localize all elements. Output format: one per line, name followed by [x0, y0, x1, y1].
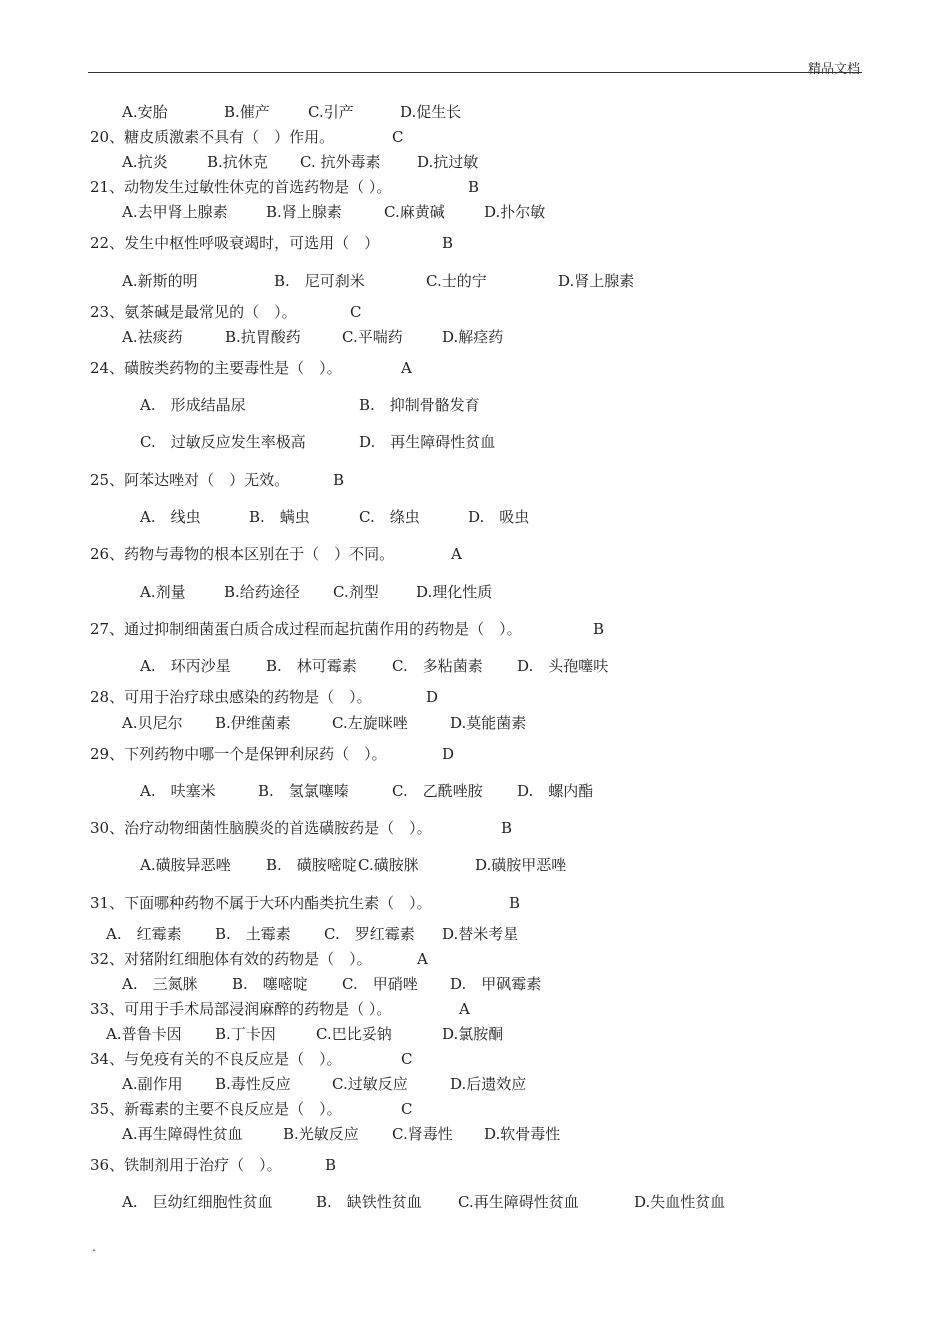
answer-key: A: [417, 950, 428, 968]
answer-option: C. 过敏反应发生率极高: [140, 433, 306, 451]
question-text: 34、与免疫有关的不良反应是（ ）。: [90, 1050, 342, 1068]
answer-option: B.肾上腺素: [266, 203, 342, 221]
answer-option: B.催产: [224, 103, 270, 121]
answer-option: D.理化性质: [416, 583, 493, 601]
answer-option: A.磺胺异恶唑: [140, 856, 231, 874]
answer-option: D.促生长: [400, 103, 462, 121]
answer-option: A.祛痰药: [122, 328, 183, 346]
answer-option: A.抗炎: [122, 153, 168, 171]
answer-option: B.毒性反应: [215, 1075, 291, 1093]
answer-option: D. 头孢噻呋: [517, 657, 609, 675]
answer-option: B. 螨虫: [249, 508, 310, 526]
answer-option: C.磺胺脒: [358, 856, 419, 874]
question-text: 27、通过抑制细菌蛋白质合成过程而起抗菌作用的药物是（ ）。: [90, 620, 522, 638]
answer-option: D.莫能菌素: [450, 714, 527, 732]
answer-key: B: [501, 819, 513, 837]
answer-option: C.麻黄碱: [384, 203, 445, 221]
answer-key: C: [401, 1050, 413, 1068]
question-text: 33、可用于手术局部浸润麻醉的药物是（ ）。: [90, 1000, 392, 1018]
answer-option: C. 甲硝唑: [342, 975, 418, 993]
answer-option: B.丁卡因: [215, 1025, 276, 1043]
question-text: 35、新霉素的主要不良反应是（ ）。: [90, 1100, 342, 1118]
answer-key: D: [442, 745, 455, 763]
question-text: 25、阿苯达唑对（ ）无效。: [90, 471, 290, 489]
answer-option: C. 乙酰唑胺: [392, 782, 483, 800]
question-text: 36、铁制剂用于治疗（ ）。: [90, 1156, 282, 1174]
answer-option: B.给药途径: [224, 583, 300, 601]
question-text: 21、动物发生过敏性休克的首选药物是（ ）。: [90, 178, 392, 196]
answer-key: B: [333, 471, 345, 489]
answer-key: B: [593, 620, 605, 638]
question-text: 28、可用于治疗球虫感染的药物是（ ）。: [90, 688, 372, 706]
answer-option: C. 绦虫: [359, 508, 420, 526]
answer-option: A. 红霉素: [106, 925, 182, 943]
answer-option: D.抗过敏: [417, 153, 479, 171]
answer-option: D. 甲砜霉素: [450, 975, 542, 993]
answer-option: B. 磺胺嘧啶: [266, 856, 357, 874]
answer-option: C. 罗红霉素: [324, 925, 415, 943]
header-rule: [88, 72, 862, 73]
answer-option: A.剂量: [140, 583, 186, 601]
answer-key: C: [350, 303, 362, 321]
answer-option: B. 噻嘧啶: [232, 975, 308, 993]
page-header-title: 精品文档: [807, 62, 860, 77]
answer-option: A.安胎: [122, 103, 168, 121]
answer-key: D: [426, 688, 439, 706]
answer-option: A.去甲肾上腺素: [122, 203, 228, 221]
answer-option: B.抗胃酸药: [225, 328, 301, 346]
answer-option: C.引产: [308, 103, 354, 121]
answer-option: C.再生障碍性贫血: [458, 1193, 579, 1211]
question-text: 29、下列药物中哪一个是保钾利尿药（ ）。: [90, 745, 387, 763]
answer-key: C: [392, 128, 404, 146]
answer-key: A: [401, 359, 412, 377]
question-text: 20、糖皮质激素不具有（ ）作用。: [90, 128, 335, 146]
question-text: 24、磺胺类药物的主要毒性是（ ）。: [90, 359, 342, 377]
answer-option: C.肾毒性: [392, 1125, 453, 1143]
answer-option: D.氯胺酮: [442, 1025, 504, 1043]
answer-option: D.失血性贫血: [634, 1193, 726, 1211]
answer-option: B.光敏反应: [283, 1125, 359, 1143]
answer-option: B. 氢氯噻嗪: [258, 782, 349, 800]
answer-option: D.后遗效应: [450, 1075, 527, 1093]
answer-option: C.过敏反应: [332, 1075, 408, 1093]
footer-dot: .: [92, 1240, 96, 1254]
answer-option: A. 呋塞米: [140, 782, 216, 800]
answer-key: B: [468, 178, 480, 196]
answer-option: C. 多粘菌素: [392, 657, 483, 675]
answer-option: A. 三氮脒: [122, 975, 198, 993]
answer-option: D. 再生障碍性贫血: [359, 433, 496, 451]
answer-option: B. 土霉素: [215, 925, 291, 943]
answer-option: C.剂型: [333, 583, 379, 601]
answer-key: C: [401, 1100, 413, 1118]
answer-option: D.软骨毒性: [484, 1125, 561, 1143]
answer-option: A.新斯的明: [122, 272, 198, 290]
answer-option: C.巴比妥钠: [316, 1025, 392, 1043]
answer-key: B: [509, 894, 521, 912]
answer-option: A.普鲁卡因: [106, 1025, 182, 1043]
answer-key: B: [325, 1156, 337, 1174]
answer-option: D. 螺内酯: [517, 782, 594, 800]
question-text: 30、治疗动物细菌性脑膜炎的首选磺胺药是（ ）。: [90, 819, 432, 837]
answer-option: D.替米考星: [442, 925, 519, 943]
question-text: 22、发生中枢性呼吸衰竭时，可选用（ ）: [90, 234, 380, 252]
question-text: 26、药物与毒物的根本区别在于（ ）不同。: [90, 545, 395, 563]
answer-option: B.伊维菌素: [215, 714, 291, 732]
answer-option: D.扑尔敏: [484, 203, 546, 221]
answer-option: B. 缺铁性贫血: [316, 1193, 422, 1211]
answer-option: B. 林可霉素: [266, 657, 357, 675]
answer-option: A. 线虫: [140, 508, 201, 526]
answer-option: B.抗休克: [207, 153, 268, 171]
answer-option: A.副作用: [122, 1075, 183, 1093]
answer-option: C.士的宁: [426, 272, 487, 290]
answer-option: D. 吸虫: [468, 508, 530, 526]
answer-option: B. 尼可刹米: [274, 272, 365, 290]
answer-option: C.平喘药: [342, 328, 403, 346]
answer-option: D.解痉药: [442, 328, 504, 346]
answer-option: C.左旋咪唑: [332, 714, 408, 732]
answer-key: B: [442, 234, 454, 252]
answer-option: A.再生障碍性贫血: [122, 1125, 243, 1143]
answer-option: D.磺胺甲恶唑: [475, 856, 567, 874]
answer-option: A.贝尼尔: [122, 714, 183, 732]
answer-option: A. 环丙沙星: [140, 657, 231, 675]
question-text: 32、对猪附红细胞体有效的药物是（ ）。: [90, 950, 372, 968]
question-text: 23、氨茶碱是最常见的（ ）。: [90, 303, 297, 321]
answer-key: A: [451, 545, 462, 563]
answer-option: A. 巨幼红细胞性贫血: [122, 1193, 273, 1211]
answer-option: D.肾上腺素: [558, 272, 635, 290]
answer-option: A. 形成结晶尿: [140, 396, 246, 414]
answer-option: C. 抗外毒素: [300, 153, 381, 171]
question-text: 31、下面哪种药物不属于大环内酯类抗生素（ ）。: [90, 894, 432, 912]
answer-option: B. 抑制骨骼发育: [359, 396, 480, 414]
answer-key: A: [459, 1000, 470, 1018]
